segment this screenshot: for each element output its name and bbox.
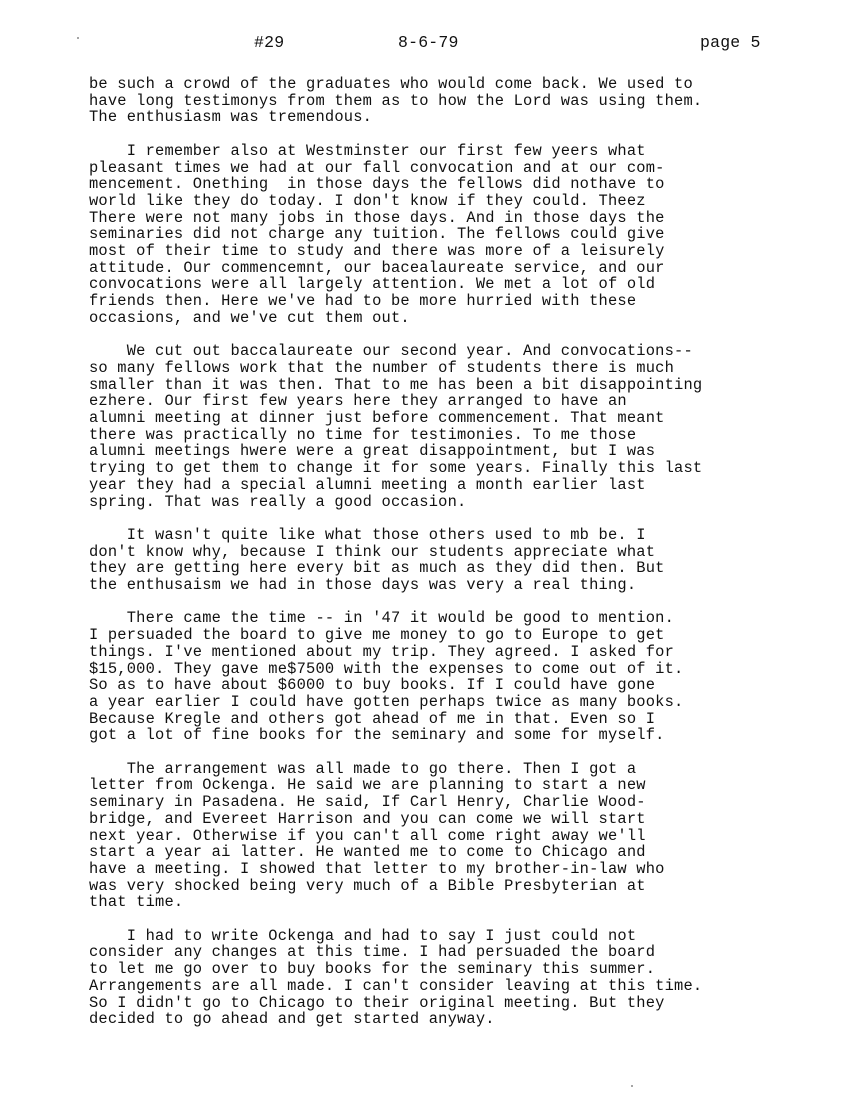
text-line: pleasant times we had at our fall convocation and at our com- xyxy=(89,158,665,177)
text-line: start a year ai latter. He wanted me to come to Chicago and xyxy=(89,843,646,862)
text-line: It wasn't quite like what those others used to mb be. I xyxy=(89,525,646,544)
document-date: 8-6-79 xyxy=(398,33,459,52)
text-line: the enthusaism we had in those days was very a real thing. xyxy=(89,576,637,595)
text-line: alumni meeting at dinner just before commencement. That meant xyxy=(89,409,665,428)
text-line: trying to get them to change it for some years. Finally this last xyxy=(89,459,703,478)
text-line: smaller than it was then. That to me has been a bit disappointing xyxy=(89,375,703,394)
text-line: alumni meetings hwere were a great disappointment, but I was xyxy=(89,442,656,461)
text-line: friends then. Here we've had to be more hurried with these xyxy=(89,292,637,311)
text-line: bridge, and Evereet Harrison and you can come we will start xyxy=(89,809,646,828)
text-line: $15,000. They gave me$7500 with the expenses to come out of it. xyxy=(89,659,684,678)
text-line: that time. xyxy=(89,893,184,912)
text-line: consider any changes at this time. I had persuaded the board xyxy=(89,943,656,962)
text-line: to let me go over to buy books for the seminary this summer. xyxy=(89,960,656,979)
text-line: things. I've mentioned about my trip. They agreed. I asked for xyxy=(89,642,675,661)
text-line: I remember also at Westminster our first few yeers what xyxy=(89,141,646,160)
text-line: got a lot of fine books for the seminary and some for myself. xyxy=(89,726,665,745)
text-line: decided to go ahead and get started anyway. xyxy=(89,1010,495,1029)
paragraph xyxy=(89,76,789,126)
text-line: seminary in Pasadena. He said, If Carl Henry, Charlie Wood- xyxy=(89,793,646,812)
text-line: attitude. Our commencemnt, our bacealaureate service, and our xyxy=(89,258,665,277)
text-line: was very shocked being very much of a Bible Presbyterian at xyxy=(89,876,646,895)
text-line: so many fellows work that the number of students there is much xyxy=(89,358,675,377)
paper-speck xyxy=(77,37,79,39)
text-line: most of their time to study and there was more of a leisurely xyxy=(89,242,665,261)
text-line: The arrangement was all made to go there. Then I got a xyxy=(89,759,637,778)
text-line: mencement. Onething in those days the fellows did nothave to xyxy=(89,175,665,194)
text-line: There were not many jobs in those days. And in those days the xyxy=(89,208,665,227)
text-line: ezhere. Our first few years here they arranged to have an xyxy=(89,392,627,411)
body-text xyxy=(89,76,789,1045)
document-number: #29 xyxy=(254,33,285,52)
paragraph xyxy=(89,610,789,744)
text-line: there was practically no time for testimonies. To me those xyxy=(89,425,637,444)
text-line: Arrangements are all made. I can't consider leaving at this time. xyxy=(89,976,703,995)
text-line: be such a crowd of the graduates who would come back. We used to xyxy=(89,75,693,93)
text-line: convocations were all largely attention. We met a lot of old xyxy=(89,275,656,294)
text-line: occasions, and we've cut them out. xyxy=(89,308,410,327)
text-line: have a meeting. I showed that letter to my brother-in-law who xyxy=(89,859,665,878)
text-line: a year earlier I could have gotten perhaps twice as many books. xyxy=(89,692,684,711)
paragraph xyxy=(89,527,789,594)
page-number: page 5 xyxy=(700,33,761,52)
text-line: I persuaded the board to give me money to go to Europe to get xyxy=(89,626,665,645)
text-line: don't know why, because I think our students appreciate what xyxy=(89,542,656,561)
paragraph xyxy=(89,928,789,1028)
text-line: So as to have about $6000 to buy books. If I could have gone xyxy=(89,676,656,695)
paragraph xyxy=(89,761,789,911)
text-line: year they had a special alumni meeting a month earlier last xyxy=(89,475,646,494)
text-line: There came the time -- in '47 it would be good to mention. xyxy=(89,609,675,628)
text-line: So I didn't go to Chicago to their original meeting. But they xyxy=(89,993,665,1012)
paragraph xyxy=(89,343,789,510)
text-line: have long testimonys from them as to how the Lord was using them. xyxy=(89,91,703,110)
text-line: world like they do today. I don't know if they could. Theez xyxy=(89,191,646,210)
text-line: spring. That was really a good occasion. xyxy=(89,492,467,511)
paragraph xyxy=(89,143,789,327)
text-line: Because Kregle and others got ahead of me in that. Even so I xyxy=(89,709,656,728)
text-line: We cut out baccalaureate our second year. And convocations-- xyxy=(89,342,693,361)
text-line: letter from Ockenga. He said we are planning to start a new xyxy=(89,776,646,795)
text-line: The enthusiasm was tremendous. xyxy=(89,108,373,127)
text-line: seminaries did not charge any tuition. The fellows could give xyxy=(89,225,665,244)
text-line: next year. Otherwise if you can't all come right away we'll xyxy=(89,826,646,845)
text-line: I had to write Ockenga and had to say I just could not xyxy=(89,926,637,945)
text-line: they are getting here every bit as much as they did then. But xyxy=(89,559,665,578)
paper-speck xyxy=(631,1085,633,1087)
